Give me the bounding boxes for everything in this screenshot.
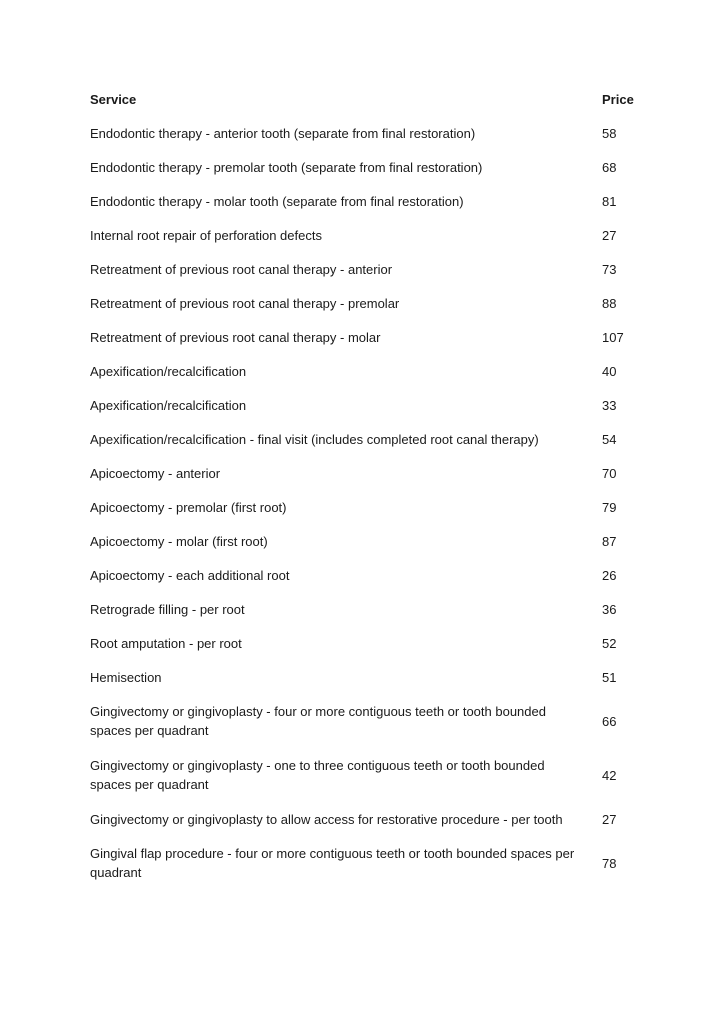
service-cell: Apicoectomy - each additional root (90, 567, 290, 583)
price-cell: 40 (602, 363, 617, 379)
price-cell: 36 (602, 601, 617, 617)
table-row (84, 218, 640, 252)
table-row (84, 456, 640, 490)
price-cell: 107 (602, 329, 624, 345)
price-cell: 81 (602, 193, 617, 209)
service-column-header: Service (90, 91, 137, 107)
service-cell: Retreatment of previous root canal therapy - anterior (90, 261, 393, 277)
table-row (84, 354, 640, 388)
table-row (84, 802, 640, 836)
table-row (84, 748, 640, 802)
table-row (84, 836, 640, 890)
service-cell: Hemisection (90, 669, 162, 685)
price-cell: 78 (602, 855, 617, 871)
service-cell: Endodontic therapy - molar tooth (separate from final restoration) (90, 193, 464, 209)
price-cell: 52 (602, 635, 617, 651)
price-cell: 51 (602, 669, 617, 685)
price-cell: 66 (602, 713, 617, 729)
table-row (84, 524, 640, 558)
table-row (84, 320, 640, 354)
table-row (84, 150, 640, 184)
service-cell: Internal root repair of perforation defects (90, 227, 322, 243)
table-row (84, 286, 640, 320)
service-cell: Gingivectomy or gingivoplasty - four or more contiguous teeth or tooth bounded spaces per quadrant (90, 704, 546, 738)
service-cell: Endodontic therapy - premolar tooth (separate from final restoration) (90, 159, 483, 175)
table-row (84, 626, 640, 660)
table-row (84, 422, 640, 456)
service-cell: Apexification/recalcification (90, 363, 247, 379)
service-cell: Retreatment of previous root canal therapy - molar (90, 329, 381, 345)
service-cell: Gingival flap procedure - four or more contiguous teeth or tooth bounded spaces per quadrant (90, 846, 575, 880)
price-cell: 58 (602, 125, 617, 141)
service-cell: Apicoectomy - anterior (90, 465, 221, 481)
service-price-table (84, 82, 640, 890)
table-row (84, 184, 640, 218)
table-header-row (84, 82, 640, 116)
service-cell: Gingivectomy or gingivoplasty - one to three contiguous teeth or tooth bounded spaces per quadrant (90, 758, 545, 792)
service-cell: Apexification/recalcification - final visit (includes completed root canal therapy) (90, 431, 539, 447)
service-cell: Apexification/recalcification (90, 397, 247, 413)
table-row (84, 388, 640, 422)
service-cell: Root amputation - per root (90, 635, 242, 651)
price-cell: 54 (602, 431, 617, 447)
price-cell: 70 (602, 465, 617, 481)
table-row (84, 558, 640, 592)
service-cell: Apicoectomy - premolar (first root) (90, 499, 287, 515)
price-cell: 27 (602, 811, 617, 827)
service-cell: Retreatment of previous root canal therapy - premolar (90, 295, 400, 311)
price-cell: 88 (602, 295, 617, 311)
table-row (84, 252, 640, 286)
price-cell: 87 (602, 533, 617, 549)
service-cell: Apicoectomy - molar (first root) (90, 533, 268, 549)
table-row (84, 490, 640, 524)
price-cell: 33 (602, 397, 617, 413)
price-cell: 73 (602, 261, 617, 277)
service-cell: Endodontic therapy - anterior tooth (separate from final restoration) (90, 125, 476, 141)
service-cell: Retrograde filling - per root (90, 601, 245, 617)
table-row (84, 592, 640, 626)
price-cell: 79 (602, 499, 617, 515)
price-cell: 27 (602, 227, 617, 243)
table-row (84, 660, 640, 694)
price-cell: 42 (602, 767, 617, 783)
table-row (84, 116, 640, 150)
service-cell: Gingivectomy or gingivoplasty to allow access for restorative procedure - per tooth (90, 811, 563, 827)
price-cell: 26 (602, 567, 617, 583)
price-cell: 68 (602, 159, 617, 175)
price-column-header: Price (602, 91, 634, 107)
table-row (84, 694, 640, 748)
